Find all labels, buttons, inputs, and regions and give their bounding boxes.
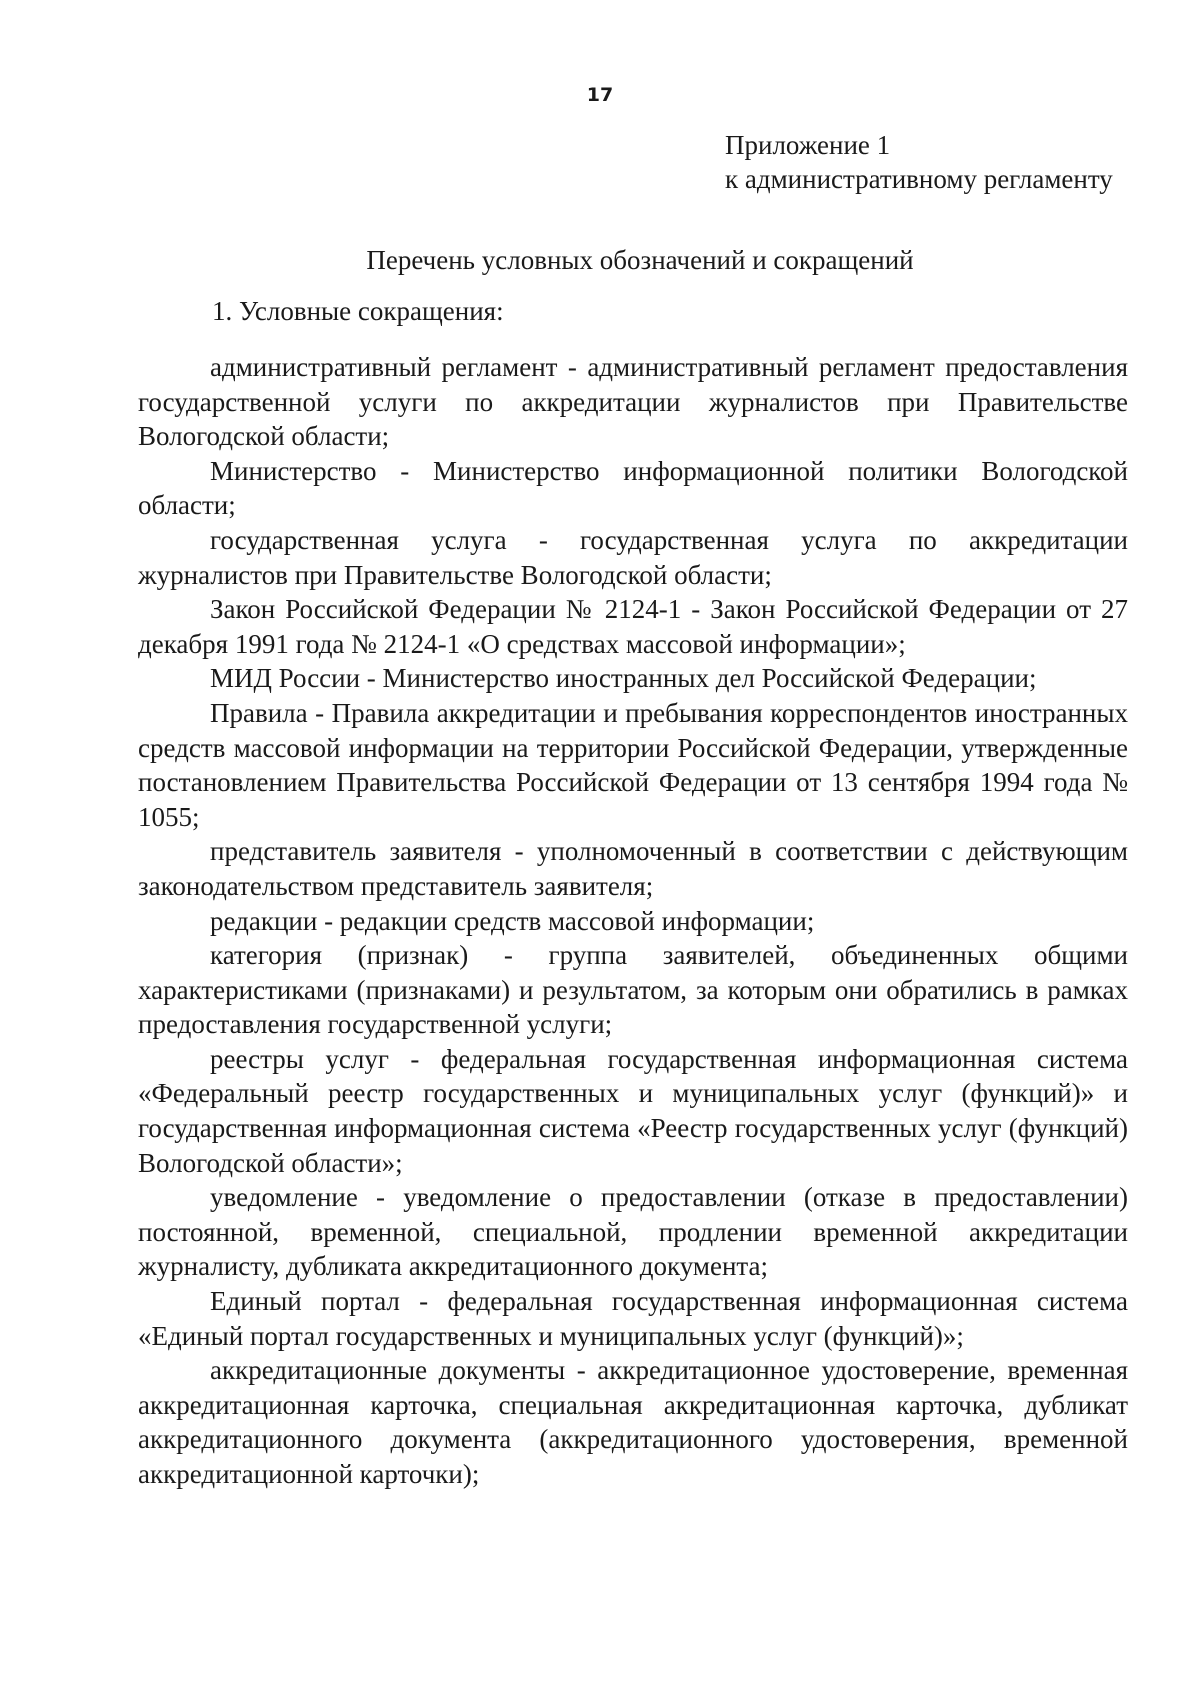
definition-item: Закон Российской Федерации № 2124-1 - Закон Российской Федерации от 27 декабря 1991 года № 2124-1 «О средствах массовой информации»; <box>138 594 1128 659</box>
definition-item: категория (признак) - группа заявителей, объединенных общими характеристиками (признаками) и результатом, за которым они обратились в рамках предоставления государственной услуги; <box>138 940 1128 1040</box>
definition-item: Единый портал - федеральная государственная информационная система «Единый портал государственных и муниципальных услуг (функций)»; <box>138 1286 1128 1351</box>
definitions-list <box>138 350 1128 1492</box>
definition-item: государственная услуга - государственная услуга по аккредитации журналистов при Правительстве Вологодской области; <box>138 524 1128 590</box>
definition-item: реестры услуг - федеральная государственная информационная система «Федеральный реестр государственных и муниципальных услуг (функций)» и государственная информационная система «Реестр государственных услуг (функций) Вологодской области»; <box>138 1043 1128 1178</box>
section-heading: 1. Условные сокращения: <box>212 296 504 326</box>
definition-item: аккредитационные документы - аккредитационное удостоверение, временная аккредитационная карточка, специальная аккредитационная карточка, дубликат аккредитационного документа (аккредитационного удостоверения, временной аккредитационной карточки); <box>138 1355 1128 1489</box>
appendix-line-1: Приложение 1 <box>725 130 891 160</box>
appendix-line-2: к административному регламенту <box>725 164 1113 194</box>
appendix-caption <box>725 128 1113 196</box>
definition-item: МИД России - Министерство иностранных дел Российской Федерации; <box>210 663 1037 694</box>
definition-item: уведомление - уведомление о предоставлении (отказе в предоставлении) постоянной, временной, специальной, продлении временной аккредитации журналисту, дубликата аккредитационного документа; <box>138 1182 1128 1282</box>
page-number: 17 <box>586 84 614 106</box>
definition-item: административный регламент - административный регламент предоставления государственной услуги по аккредитации журналистов при Правительстве Вологодской области; <box>138 352 1128 452</box>
definition-item: Правила - Правила аккредитации и пребывания корреспондентов иностранных средств массовой информации на территории Российской Федерации, утвержденные постановлением Правительства Российской Федерации от 13 сентября 1994 года № 1055; <box>138 697 1128 832</box>
document-title: Перечень условных обозначений и сокращений <box>366 245 914 275</box>
definition-item: Министерство - Министерство информационной политики Вологодской области; <box>138 455 1128 521</box>
definition-item: редакции - редакции средств массовой информации; <box>210 905 815 936</box>
definition-item: представитель заявителя - уполномоченный в соответствии с действующим законодательством представитель заявителя; <box>138 836 1128 901</box>
